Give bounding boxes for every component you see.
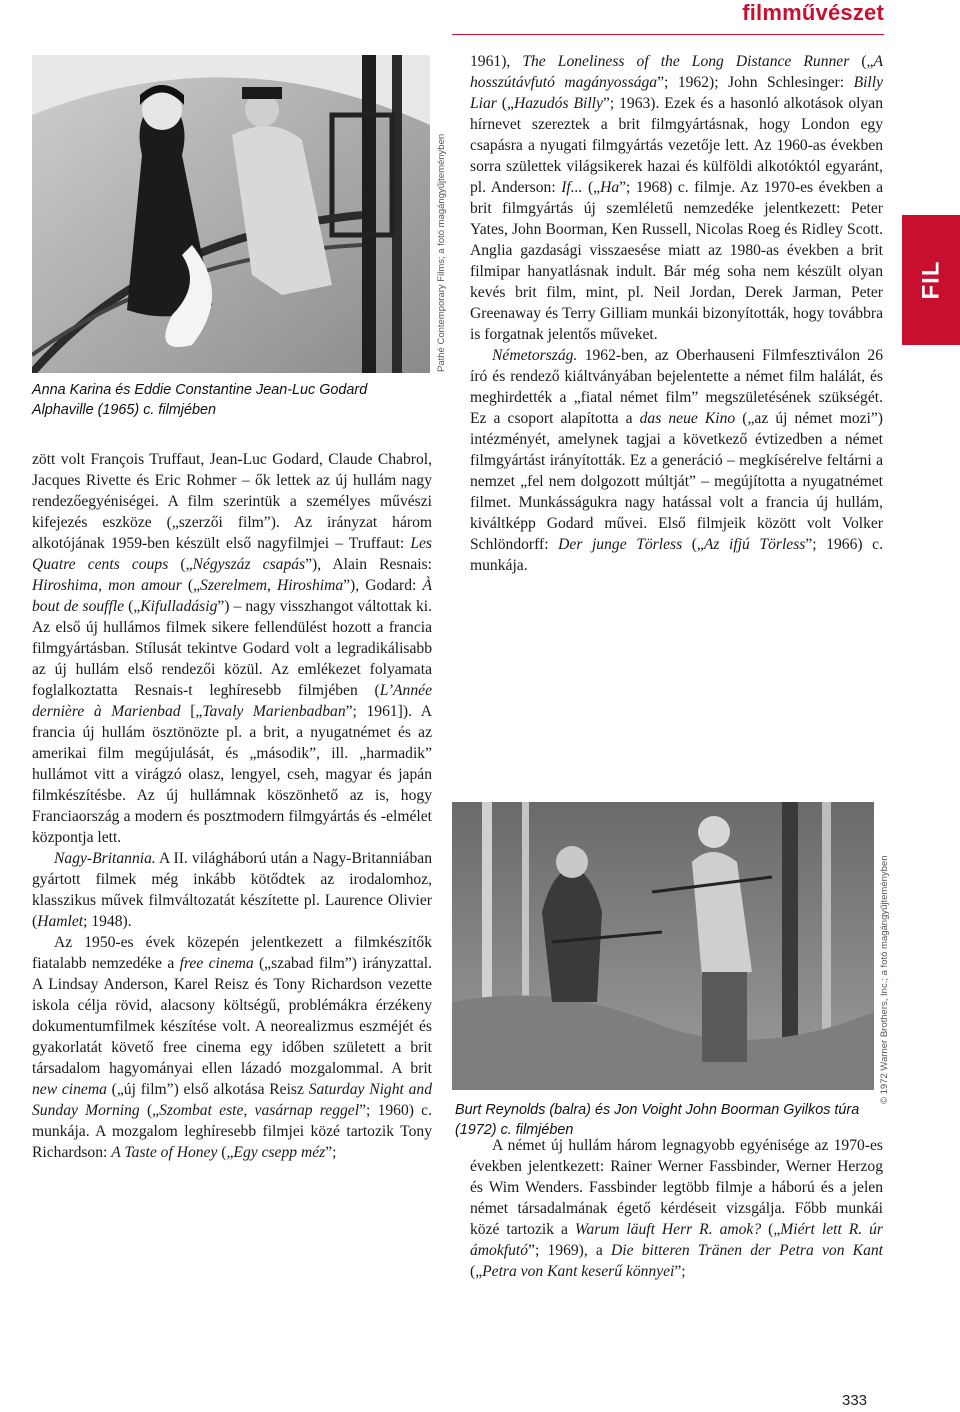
header-rule xyxy=(452,34,884,35)
photo1-credit: Pathé Contemporary Films; a fotó magángyűjteményben xyxy=(436,133,447,372)
paragraph-free-cinema: Az 1950-es évek közepén jelentkezett a filmkészítők fiatalabb nemzedéke a free cinema („szabad film”) irányzattal. A Lindsay Anderson, Karel Reisz és Tony Richardson vezette iskola célja rövid, alacsony költségű, problémákra érzékeny dokumentumfilmek készítése volt. A neorealizmus eszméjét és gyakorlatát követő free cinema egy időben született a brit társadalom hagyományai ellen lázadó mozgalommal. A brit new cinema („új film”) első alkotása Reisz Saturday Night and Sunday Morning („Szombat este, vasárnap reggel”; 1960) c. munkája. A mozgalom leghíresebb filmjei közé tartozik Tony Richardson: A Taste of Honey („Egy csepp méz”; xyxy=(32,934,433,1161)
photo1-caption: Anna Karina és Eddie Constantine Jean-Luc Godard Alphaville (1965) c. filmjében xyxy=(32,382,368,418)
paragraph-great-britain: Nagy-Britannia. A II. világháború után a Nagy-Britanniában gyártott filmek még inkább kötődtek az irodalomhoz, klasszikus művek filmváltozatát készítette pl. Laurence Olivier (Hamlet; 1948). xyxy=(32,850,432,930)
section-title: filmművészet xyxy=(742,0,884,25)
side-tab-label: FIL xyxy=(917,260,944,300)
paragraph-british-cinema: 1961), The Loneliness of the Long Distance Runner („A hosszútávfutó magányossága”; 1962); John Schlesinger: Billy Liar („Hazudós Billy”; 1963). Ezek és a hasonló alkotások olyan hírnevet szereztek a brit filmgyártásnak, hogy London egy csapásra a nyugati filmgyártás vezetője lett. Az 1960-as években sorra születtek világsikerek hazai és külföldi alkotóktól egyaránt, pl. Anderson: If... („Ha”; 1968) c. filmje. Az 1970-es években a brit filmgyártás új szemléletű nemzedéke jelentkezett: Peter Yates, John Boorman, Ken Russell, Nicolas Roeg és Ridley Scott. Anglia gazdasági visszaesése miatt az 1980-as években a brit filmipar hanyatlásnak indult. Bár még soha nem készült olyan kevés brit film, mint, pl. Neil Jordan, Derek Jarman, Peter Greenaway és Terry Gilliam munkái bizonyították, hogy továbbra is forgatnak jelentős műveket. xyxy=(470,53,884,343)
right-column-top xyxy=(470,51,883,576)
left-column xyxy=(32,449,432,1163)
photo2-credit: © 1972 Warner Brothers, Inc.; a fotó magángyűjteményben xyxy=(879,855,890,1104)
side-tab xyxy=(902,215,960,345)
photo-illustration xyxy=(32,55,430,373)
film-still-alphaville xyxy=(32,55,430,373)
film-still-deliverance xyxy=(452,802,874,1090)
photo2-caption: Burt Reynolds (balra) és Jon Voight John Boorman Gyilkos túra (1972) c. filmjében xyxy=(455,1102,860,1138)
paragraph-french-new-wave: zött volt François Truffaut, Jean-Luc Godard, Claude Chabrol, Jacques Rivette és Eric Rohmer – ők lettek az új hullám nagy rendezőegyéniségei. A film szerintük a személyes művészi kifejezés eszköze („szerzői film”). Az irányzat három alkotójának 1959-ben készült első nagyfilmjei – Truffaut: Les Quatre cents coups („Négyszáz csapás”), Alain Resnais: Hiroshima, mon amour („Szerelmem, Hiroshima”), Godard: À bout de souffle („Kifulladásig”) – nagy visszhangot váltottak ki. Az első új hullámos filmek sikere fellendülést hozott a francia filmgyártásban. Stílusát tekintve Godard volt a legradikálisabb az új hullám első rendezői közül. Az emlékezet folyamata foglalkoztatta Resnais-t leghíresebb filmjében (L’Année dernière à Marienbad [„Tavaly Marienbadban”; 1961]). A francia új hullám ösztönözte pl. a brit, a nyugatnémet és az amerikai film megújulását, és „második”, ill. „harmadik” hullámot vitt a virágzó olasz, lengyel, cseh, magyar és japán filmkészítésbe. Az új hullámnak köszönhető az is, hogy Franciaország a modern és posztmodern filmgyártás és -elmélet központja lett. xyxy=(32,451,433,846)
right-column-bottom xyxy=(470,1135,883,1282)
page-number: 333 xyxy=(842,1392,868,1409)
paragraph-germany: Németország. 1962-ben, az Oberhauseni Filmfesztiválon 26 író és rendező kiáltványában bejelentette a német film halálát, és meghirdették a „fiatal német film” megszületésének szükségét. Ez a csoport alapította a das neue Kino („az új német mozi”) intézményét, amelynek tagjai a következő évtizedben a német filmgyártást irányították. Ez a generáció – megkísérelve feltárni a nemzet „fel nem dolgozott múltját” – megújította a nyugatnémet filmet. Munkásságukra nagy hatással volt a francia új hullám, kiváltképp Godard művei. Első filmjeik között volt Volker Schlöndorff: Der junge Törless („Az ifjú Törless”; 1966) c. munkája. xyxy=(470,347,883,574)
photo-illustration xyxy=(452,802,874,1090)
paragraph-german-new-wave: A német új hullám három legnagyobb egyénisége az 1970-es években jelentkezett: Rainer Werner Fassbinder, Werner Herzog és Wim Wenders. Fassbinder legtöbb filmje a háború és a jelen német társadalmának égető kérdéseit vizsgálja. Főbb munkái közé tartozik a Warum läuft Herr R. amok? („Miért lett R. úr ámokfutó”; 1969), a Die bitteren Tränen der Petra von Kant („Petra von Kant keserű könnyei”; xyxy=(470,1137,884,1280)
